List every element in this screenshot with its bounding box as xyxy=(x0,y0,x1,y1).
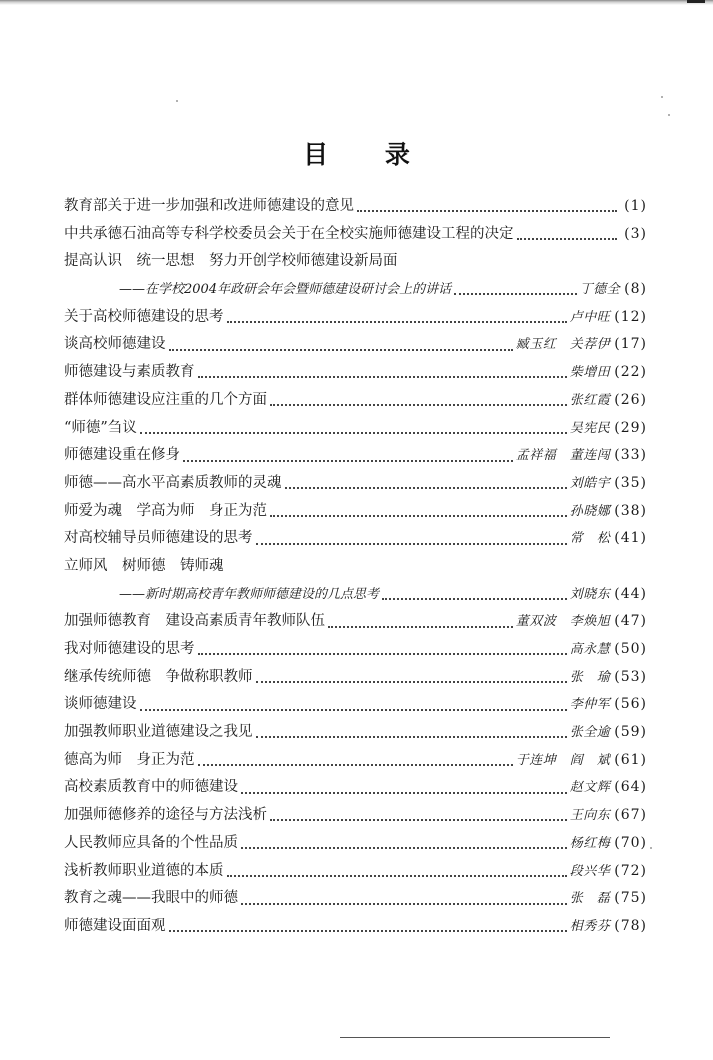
dot-leader xyxy=(241,791,567,794)
dot-leader xyxy=(169,348,513,351)
entry-page: (61) xyxy=(614,751,647,768)
toc-entry[interactable] xyxy=(64,331,647,359)
toc-entry[interactable] xyxy=(64,691,647,719)
toc-entry[interactable] xyxy=(64,664,647,692)
dot-leader xyxy=(140,708,567,711)
dot-leader xyxy=(256,735,567,738)
dot-leader xyxy=(198,652,567,655)
toc-entry[interactable] xyxy=(64,498,647,526)
entry-author: 张红霞 xyxy=(569,392,611,408)
entry-author: 张全逾 xyxy=(569,725,611,741)
toc-entry[interactable] xyxy=(64,913,647,941)
entry-page: (67) xyxy=(614,807,647,824)
toc-entry-subtitle[interactable] xyxy=(64,581,647,609)
dot-leader xyxy=(328,625,513,628)
toc-entry[interactable] xyxy=(64,636,647,664)
entry-title: 教育部关于进一步加强和改进师德建设的意见 xyxy=(64,198,354,214)
toc-entry[interactable] xyxy=(64,525,647,553)
entry-title: ——新时期高校青年教师师德建设的几点思考 xyxy=(119,586,380,602)
entry-page: (72) xyxy=(614,862,647,879)
entry-title: 人民教师应具备的个性品质 xyxy=(64,834,238,851)
dot-leader xyxy=(140,431,567,434)
entry-page: (8) xyxy=(624,281,647,298)
entry-author: 杨红梅 xyxy=(569,835,611,851)
dot-leader xyxy=(227,320,567,323)
toc-entry[interactable] xyxy=(64,774,647,802)
entry-author: 臧玉红 关荐伊 xyxy=(515,337,611,353)
entry-title: 高校素质教育中的师德建设 xyxy=(64,779,238,796)
dot-leader xyxy=(517,237,618,240)
table-of-contents xyxy=(64,193,647,941)
entry-page: (53) xyxy=(614,668,647,685)
entry-author: 常 松 xyxy=(569,531,611,547)
entry-author: 李仲军 xyxy=(569,697,611,713)
dot-leader xyxy=(256,680,567,683)
entry-title: ——在学校2004年政研会年会暨师德建设研讨会上的讲话 xyxy=(119,282,452,298)
dot-leader xyxy=(270,514,567,517)
entry-page: (44) xyxy=(614,585,647,602)
toc-entry[interactable] xyxy=(64,719,647,747)
entry-title: 谈高校师德建设 xyxy=(64,336,166,353)
entry-title: 教育之魂——我眼中的师德 xyxy=(64,890,238,907)
entry-page: (75) xyxy=(614,890,647,907)
dot-leader xyxy=(270,818,567,821)
entry-page: (17) xyxy=(614,336,647,353)
dot-leader xyxy=(454,292,577,295)
entry-author: 刘晓东 xyxy=(569,586,611,602)
entry-author: 丁德全 xyxy=(579,282,621,298)
entry-page: (26) xyxy=(614,391,647,408)
entry-title: 浅析教师职业道德的本质 xyxy=(64,862,224,879)
entry-page: (35) xyxy=(614,474,647,491)
dot-leader xyxy=(198,763,513,766)
toc-entry[interactable] xyxy=(64,470,647,498)
entry-page: (78) xyxy=(614,917,647,934)
dot-leader xyxy=(357,209,617,212)
toc-entry[interactable] xyxy=(64,359,647,387)
dot-leader xyxy=(241,902,567,905)
toc-entry[interactable] xyxy=(64,415,647,443)
dot-leader xyxy=(227,874,567,877)
entry-page: (29) xyxy=(614,419,647,436)
entry-author: 于连坤 阎 斌 xyxy=(515,752,611,768)
entry-title: 继承传统师德 争做称职教师 xyxy=(64,668,253,685)
dot-leader xyxy=(382,597,567,600)
entry-title: 加强师德教育 建设高素质青年教师队伍 xyxy=(64,613,325,630)
toc-entry[interactable] xyxy=(64,304,647,332)
bottom-edge-line xyxy=(340,1037,610,1038)
entry-page: (59) xyxy=(614,724,647,741)
toc-entry[interactable] xyxy=(64,221,647,249)
entry-page: (22) xyxy=(614,364,647,381)
entry-author: 段兴华 xyxy=(569,863,611,879)
entry-author: 高永慧 xyxy=(569,642,611,657)
entry-author: 柴增田 xyxy=(569,365,611,381)
entry-title: “师德”刍议 xyxy=(64,419,137,436)
entry-title: 对高校辅导员师德建设的思考 xyxy=(64,530,253,547)
toc-entry[interactable] xyxy=(64,830,647,858)
dot-leader xyxy=(169,929,567,932)
toc-entry[interactable] xyxy=(64,553,647,581)
entry-title: 中共承德石油高等专科学校委员会关于在全校实施师德建设工程的决定 xyxy=(64,225,514,242)
dot-leader xyxy=(285,486,567,489)
entry-page: (1) xyxy=(624,198,647,214)
entry-author: 王向东 xyxy=(569,808,611,824)
entry-page: (33) xyxy=(614,447,647,464)
scan-speck xyxy=(650,847,652,849)
entry-page: (56) xyxy=(614,696,647,713)
dot-leader xyxy=(241,846,567,849)
toc-entry[interactable] xyxy=(64,608,647,636)
dot-leader xyxy=(256,542,567,545)
scan-speck xyxy=(668,114,670,116)
entry-title: 加强师德修养的途径与方法浅析 xyxy=(64,807,267,824)
toc-entry-subtitle[interactable] xyxy=(64,276,647,304)
entry-page: (41) xyxy=(614,530,647,547)
top-edge-shadow xyxy=(0,0,713,5)
entry-author: 董双波 李焕旭 xyxy=(515,614,611,630)
entry-title: 群体师德建设应注重的几个方面 xyxy=(64,391,267,408)
toc-entry[interactable] xyxy=(64,193,647,221)
scan-speck xyxy=(661,96,663,98)
dot-leader xyxy=(198,375,567,378)
toc-entry[interactable] xyxy=(64,885,647,913)
toc-entry[interactable] xyxy=(64,747,647,775)
entry-title: 关于高校师德建设的思考 xyxy=(64,308,224,325)
entry-page: (38) xyxy=(614,502,647,519)
top-corner-mark xyxy=(687,0,705,3)
entry-page: (70) xyxy=(614,834,647,851)
entry-page: (12) xyxy=(614,308,647,325)
entry-title: 提高认识 统一思想 努力开创学校师德建设新局面 xyxy=(64,253,398,270)
entry-title: 谈师德建设 xyxy=(64,696,137,713)
entry-title: 我对师德建设的思考 xyxy=(64,641,195,657)
page-title: 目 录 xyxy=(303,139,434,169)
entry-author: 相秀芬 xyxy=(569,918,611,934)
entry-title: 师德建设面面观 xyxy=(64,917,166,934)
entry-title: 立师风 树师德 铸师魂 xyxy=(64,557,224,574)
dot-leader xyxy=(183,459,513,462)
entry-title: 师爱为魂 学高为师 身正为范 xyxy=(64,502,267,519)
entry-title: 德高为师 身正为范 xyxy=(64,751,195,768)
entry-author: 卢中旺 xyxy=(569,309,611,325)
toc-entry[interactable] xyxy=(64,858,647,886)
entry-title: 师德建设与素质教育 xyxy=(64,364,195,381)
entry-author: 吴宪民 xyxy=(569,420,611,436)
entry-page: (64) xyxy=(614,779,647,796)
entry-title: 加强教师职业道德建设之我见 xyxy=(64,724,253,741)
entry-author: 张 瑜 xyxy=(569,669,611,685)
entry-author: 赵文辉 xyxy=(569,780,611,796)
toc-entry[interactable] xyxy=(64,442,647,470)
toc-entry[interactable] xyxy=(64,248,647,276)
entry-title: 师德建设重在修身 xyxy=(64,447,180,464)
entry-author: 孟祥福 董连闯 xyxy=(515,448,611,464)
entry-page: (47) xyxy=(614,613,647,630)
toc-entry[interactable] xyxy=(64,387,647,415)
dot-leader xyxy=(270,403,567,406)
entry-author: 张 磊 xyxy=(569,891,611,907)
entry-title: 师德——高水平高素质教师的灵魂 xyxy=(64,474,282,491)
toc-entry[interactable] xyxy=(64,802,647,830)
entry-author: 刘皓宇 xyxy=(569,475,611,491)
scan-speck xyxy=(176,100,178,102)
entry-page: (50) xyxy=(614,641,647,657)
entry-page: (3) xyxy=(624,225,647,242)
entry-author: 孙晓娜 xyxy=(569,503,611,519)
